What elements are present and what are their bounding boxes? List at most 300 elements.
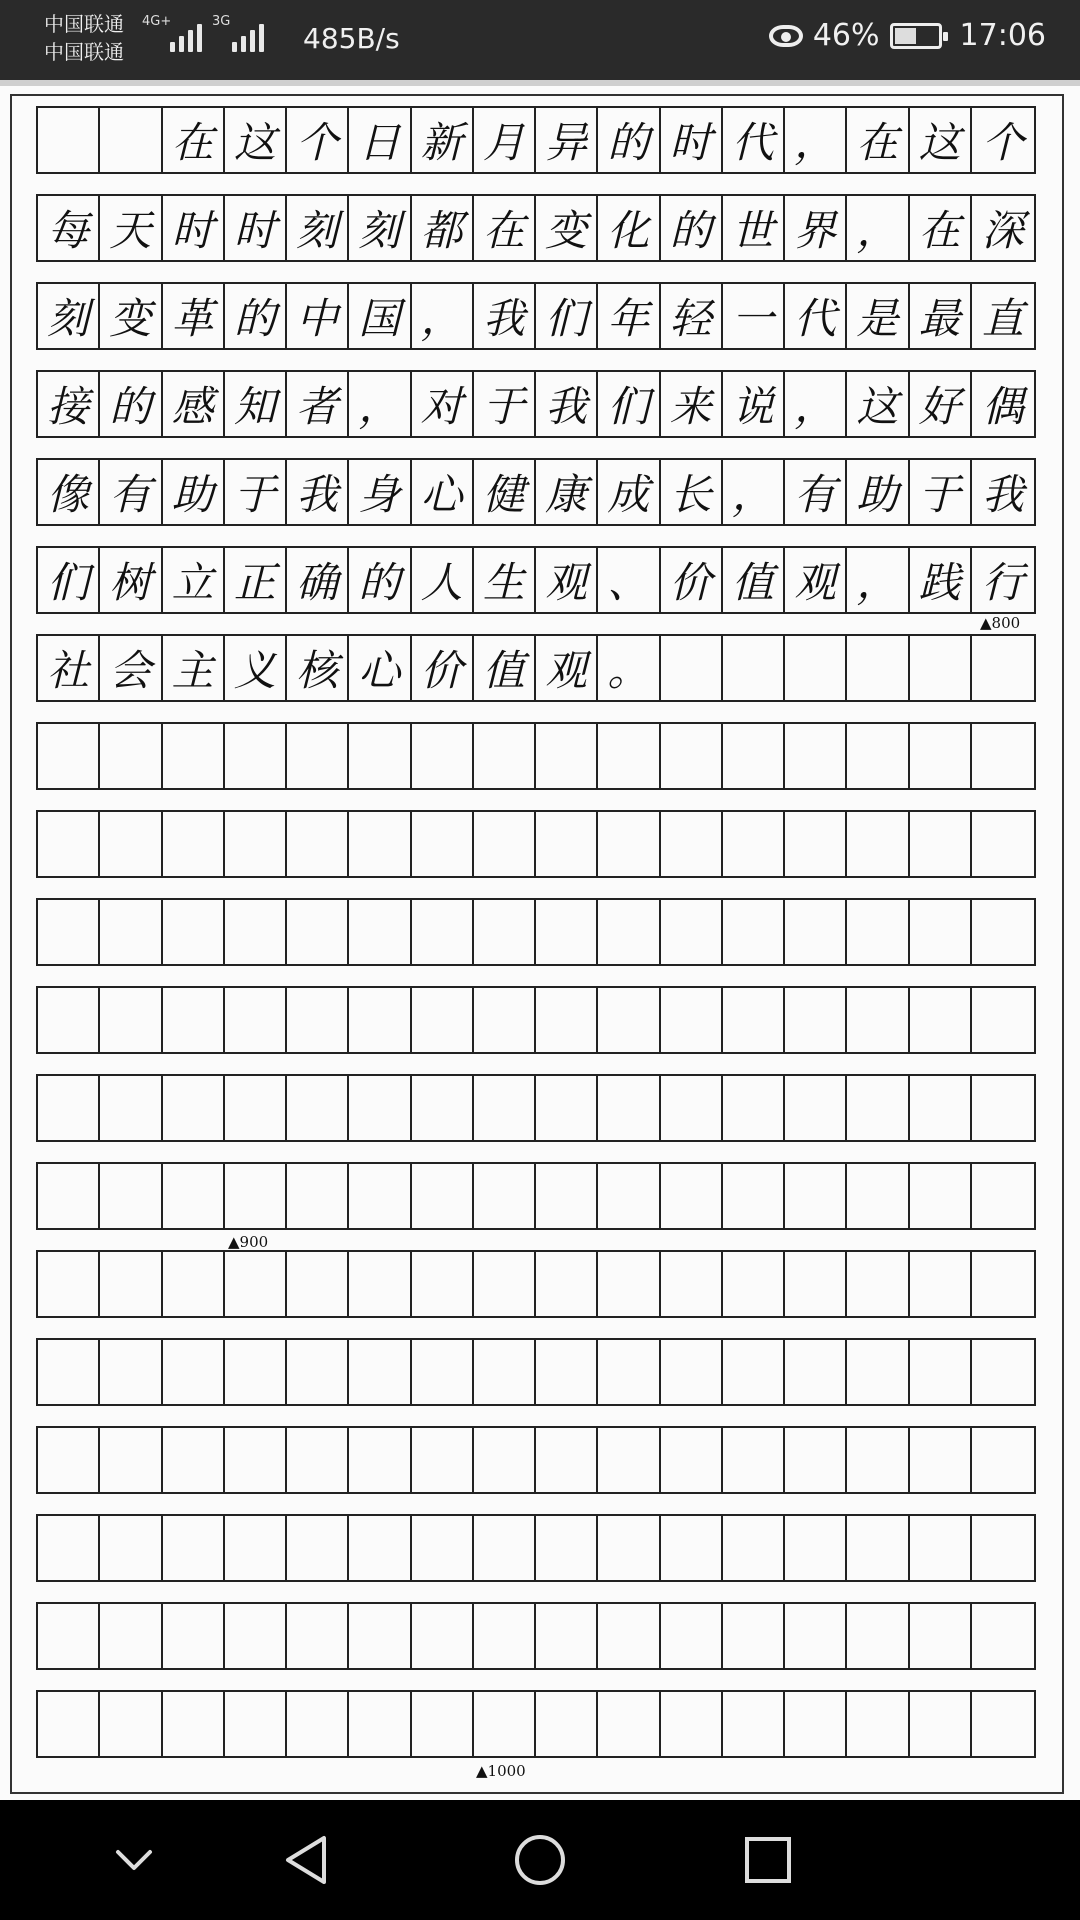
recents-square-icon[interactable] bbox=[738, 1830, 798, 1890]
grid-cell bbox=[723, 1428, 785, 1492]
grid-cell: 轻 bbox=[661, 284, 723, 348]
grid-cell bbox=[412, 1164, 474, 1228]
grid-cell bbox=[38, 1692, 100, 1756]
grid-cell bbox=[38, 724, 100, 788]
grid-cell: 是 bbox=[847, 284, 909, 348]
home-circle-icon[interactable] bbox=[510, 1830, 570, 1890]
grid-row bbox=[36, 986, 1036, 1054]
grid-cell bbox=[661, 724, 723, 788]
grid-cell bbox=[598, 1516, 660, 1580]
grid-cell bbox=[412, 988, 474, 1052]
grid-cell bbox=[474, 1164, 536, 1228]
grid-cell: 们 bbox=[598, 372, 660, 436]
grid-cell: 践 bbox=[910, 548, 972, 612]
grid-cell bbox=[785, 636, 847, 700]
grid-row bbox=[36, 1514, 1036, 1582]
grid-cell: 立 bbox=[163, 548, 225, 612]
grid-cell bbox=[474, 1252, 536, 1316]
grid-cell bbox=[287, 724, 349, 788]
grid-cell bbox=[847, 1076, 909, 1140]
grid-cell bbox=[536, 724, 598, 788]
grid-cell bbox=[38, 1076, 100, 1140]
grid-cell: 身 bbox=[349, 460, 411, 524]
grid-cell bbox=[723, 1604, 785, 1668]
grid-cell bbox=[910, 1252, 972, 1316]
grid-cell bbox=[972, 1604, 1034, 1668]
grid-cell bbox=[349, 812, 411, 876]
grid-cell bbox=[474, 1516, 536, 1580]
grid-cell: 这 bbox=[847, 372, 909, 436]
grid-row bbox=[36, 282, 1036, 350]
grid-cell: 代 bbox=[785, 284, 847, 348]
grid-cell bbox=[225, 1340, 287, 1404]
grid-cell: 长 bbox=[661, 460, 723, 524]
grid-cell: 深 bbox=[981, 206, 1024, 255]
grid-cell bbox=[661, 1340, 723, 1404]
grid-cell bbox=[225, 1604, 287, 1668]
grid-cell: 主 bbox=[163, 636, 225, 700]
grid-cell bbox=[598, 900, 660, 964]
grid-row bbox=[36, 1426, 1036, 1494]
grid-cell bbox=[847, 988, 909, 1052]
grid-cell bbox=[723, 1340, 785, 1404]
grid-cell bbox=[723, 1516, 785, 1580]
grid-cell: 知 bbox=[225, 372, 287, 436]
grid-cell bbox=[661, 1076, 723, 1140]
essay-sheet[interactable] bbox=[0, 80, 1080, 1806]
grid-cell: 时 bbox=[661, 108, 723, 172]
grid-cell bbox=[100, 988, 162, 1052]
grid-cell bbox=[910, 988, 972, 1052]
grid-cell bbox=[163, 1164, 225, 1228]
grid-cell bbox=[661, 1428, 723, 1492]
grid-cell bbox=[349, 1076, 411, 1140]
status-bar bbox=[0, 0, 1080, 80]
grid-row bbox=[36, 1338, 1036, 1406]
grid-cell: 会 bbox=[100, 636, 162, 700]
grid-cell bbox=[412, 1428, 474, 1492]
grid-cell bbox=[38, 1252, 100, 1316]
carrier-labels bbox=[44, 10, 124, 66]
grid-cell bbox=[100, 900, 162, 964]
grid-cell bbox=[910, 1604, 972, 1668]
grid-cell: 说 bbox=[723, 372, 785, 436]
grid-cell bbox=[349, 1692, 411, 1756]
grid-row bbox=[36, 194, 1036, 262]
grid-cell: 刻 bbox=[287, 196, 349, 260]
network-speed: 485B/s bbox=[303, 22, 400, 55]
grid-cell bbox=[972, 724, 1034, 788]
carrier-1: 中国联通 bbox=[44, 12, 124, 36]
grid-cell bbox=[163, 1516, 225, 1580]
grid-cell bbox=[287, 1428, 349, 1492]
grid-cell bbox=[349, 988, 411, 1052]
grid-cell bbox=[225, 1252, 287, 1316]
grid-cell: 于 bbox=[225, 460, 287, 524]
grid-row bbox=[36, 634, 1036, 702]
grid-cell: 这 bbox=[910, 108, 972, 172]
grid-cell bbox=[225, 1076, 287, 1140]
grid-cell bbox=[972, 636, 1034, 700]
grid-cell bbox=[100, 1692, 162, 1756]
grid-cell bbox=[412, 1516, 474, 1580]
grid-cell: 国 bbox=[349, 284, 411, 348]
grid-cell: 新 bbox=[412, 108, 474, 172]
grid-cell bbox=[785, 812, 847, 876]
grid-cell bbox=[225, 988, 287, 1052]
grid-cell bbox=[163, 1428, 225, 1492]
grid-cell: 于 bbox=[910, 460, 972, 524]
grid-cell bbox=[100, 1428, 162, 1492]
grid-cell bbox=[785, 900, 847, 964]
grid-cell bbox=[474, 988, 536, 1052]
grid-cell bbox=[847, 812, 909, 876]
grid-cell bbox=[163, 900, 225, 964]
grid-cell bbox=[661, 900, 723, 964]
grid-cell bbox=[536, 1516, 598, 1580]
grid-cell: 的 bbox=[225, 284, 287, 348]
grid-cell bbox=[412, 1340, 474, 1404]
back-triangle-icon[interactable] bbox=[278, 1830, 338, 1890]
grid-cell bbox=[847, 1428, 909, 1492]
grid-cell: 于 bbox=[474, 372, 536, 436]
grid-cell bbox=[163, 724, 225, 788]
network-type-1: 4G+ bbox=[142, 14, 172, 29]
grid-cell bbox=[287, 1692, 349, 1756]
grid-cell bbox=[598, 1164, 660, 1228]
grid-cell bbox=[598, 724, 660, 788]
grid-cell bbox=[163, 812, 225, 876]
grid-row bbox=[36, 458, 1036, 526]
grid-cell: ， bbox=[847, 196, 909, 260]
grid-cell bbox=[287, 900, 349, 964]
grid-cell bbox=[536, 1076, 598, 1140]
grid-cell bbox=[225, 1516, 287, 1580]
grid-cell: 个 bbox=[981, 118, 1024, 167]
battery-icon bbox=[890, 23, 942, 49]
grid-cell bbox=[785, 1252, 847, 1316]
grid-cell: 直 bbox=[981, 294, 1024, 343]
grid-cell bbox=[100, 1516, 162, 1580]
grid-cell bbox=[972, 1516, 1034, 1580]
grid-cell bbox=[661, 1516, 723, 1580]
grid-cell bbox=[661, 636, 723, 700]
grid-cell: 价 bbox=[661, 548, 723, 612]
grid-cell bbox=[661, 1164, 723, 1228]
grid-cell bbox=[100, 1164, 162, 1228]
grid-cell bbox=[287, 1340, 349, 1404]
grid-cell: 健 bbox=[474, 460, 536, 524]
grid-cell: 的 bbox=[100, 372, 162, 436]
word-count-marker-800: ▲800 bbox=[980, 614, 1021, 632]
grid-cell bbox=[225, 1428, 287, 1492]
grid-cell: 助 bbox=[847, 460, 909, 524]
grid-cell bbox=[38, 988, 100, 1052]
grid-cell: 值 bbox=[723, 548, 785, 612]
right-status bbox=[769, 18, 1046, 53]
grid-cell bbox=[910, 1692, 972, 1756]
grid-cell bbox=[972, 1340, 1034, 1404]
grid-cell: ， bbox=[785, 108, 847, 172]
grid-cell bbox=[723, 1164, 785, 1228]
grid-cell bbox=[661, 1604, 723, 1668]
grid-cell bbox=[474, 900, 536, 964]
grid-cell bbox=[349, 724, 411, 788]
grid-cell bbox=[287, 1516, 349, 1580]
grid-cell bbox=[785, 1428, 847, 1492]
grid-cell bbox=[536, 988, 598, 1052]
grid-cell bbox=[412, 900, 474, 964]
grid-cell: 助 bbox=[163, 460, 225, 524]
word-count-marker-1000: ▲1000 bbox=[476, 1762, 526, 1780]
grid-cell bbox=[910, 1164, 972, 1228]
grid-cell bbox=[100, 724, 162, 788]
grid-cell bbox=[785, 724, 847, 788]
grid-cell bbox=[536, 812, 598, 876]
grid-cell bbox=[598, 988, 660, 1052]
grid-row bbox=[36, 1162, 1036, 1230]
grid-cell bbox=[661, 988, 723, 1052]
grid-cell bbox=[163, 1076, 225, 1140]
grid-cell bbox=[100, 1340, 162, 1404]
grid-cell: 在 bbox=[847, 108, 909, 172]
grid-cell: 最 bbox=[910, 284, 972, 348]
grid-cell: 康 bbox=[536, 460, 598, 524]
grid-cell bbox=[349, 1340, 411, 1404]
grid-row bbox=[36, 898, 1036, 966]
grid-cell bbox=[412, 812, 474, 876]
grid-cell bbox=[38, 1516, 100, 1580]
grid-cell bbox=[847, 1340, 909, 1404]
grid-cell: 界 bbox=[785, 196, 847, 260]
grid-cell: 心 bbox=[412, 460, 474, 524]
grid-cell bbox=[785, 1516, 847, 1580]
grid-cell bbox=[723, 1692, 785, 1756]
grid-cell bbox=[100, 812, 162, 876]
grid-cell: 成 bbox=[598, 460, 660, 524]
signal-icon bbox=[170, 18, 202, 52]
grid-cell: 一 bbox=[723, 284, 785, 348]
grid-row bbox=[36, 810, 1036, 878]
grid-cell bbox=[38, 1604, 100, 1668]
grid-cell bbox=[536, 1252, 598, 1316]
grid-cell bbox=[287, 1604, 349, 1668]
grid-cell: 这 bbox=[225, 108, 287, 172]
grid-cell bbox=[287, 1076, 349, 1140]
grid-cell: 有 bbox=[785, 460, 847, 524]
chevron-down-icon[interactable] bbox=[104, 1830, 164, 1890]
grid-cell: 在 bbox=[163, 108, 225, 172]
grid-cell bbox=[910, 900, 972, 964]
grid-cell: 感 bbox=[163, 372, 225, 436]
grid-cell: 在 bbox=[474, 196, 536, 260]
grid-cell bbox=[536, 1604, 598, 1668]
grid-cell bbox=[972, 1428, 1034, 1492]
grid-cell bbox=[723, 1252, 785, 1316]
grid-cell bbox=[847, 1164, 909, 1228]
grid-cell bbox=[847, 636, 909, 700]
grid-cell bbox=[287, 1164, 349, 1228]
grid-cell bbox=[412, 1076, 474, 1140]
grid-cell: 日 bbox=[349, 108, 411, 172]
grid-cell: 们 bbox=[536, 284, 598, 348]
grid-cell bbox=[536, 1428, 598, 1492]
grid-cell bbox=[474, 1604, 536, 1668]
grid-row bbox=[36, 1250, 1036, 1318]
grid-cell: 我 bbox=[474, 284, 536, 348]
grid-cell: 来 bbox=[661, 372, 723, 436]
grid-cell: ， bbox=[785, 372, 847, 436]
grid-cell: 正 bbox=[225, 548, 287, 612]
grid-cell bbox=[598, 1076, 660, 1140]
grid-cell: 价 bbox=[412, 636, 474, 700]
grid-cell bbox=[474, 724, 536, 788]
grid-cell: 世 bbox=[723, 196, 785, 260]
battery-percent: 46% bbox=[812, 18, 880, 53]
grid-cell: 值 bbox=[474, 636, 536, 700]
grid-cell bbox=[785, 1164, 847, 1228]
word-count-marker-900: ▲900 bbox=[228, 1233, 269, 1251]
grid-cell: 都 bbox=[412, 196, 474, 260]
grid-cell: 变 bbox=[536, 196, 598, 260]
grid-cell bbox=[349, 900, 411, 964]
grid-cell bbox=[847, 1692, 909, 1756]
grid-cell bbox=[598, 1692, 660, 1756]
grid-row bbox=[36, 1690, 1036, 1758]
grid-cell: 心 bbox=[349, 636, 411, 700]
signal-icon bbox=[232, 18, 264, 52]
grid-cell bbox=[785, 988, 847, 1052]
grid-cell bbox=[38, 1340, 100, 1404]
grid-cell: 中 bbox=[287, 284, 349, 348]
grid-cell bbox=[723, 812, 785, 876]
grid-cell: 年 bbox=[598, 284, 660, 348]
grid-cell bbox=[163, 1692, 225, 1756]
grid-cell: 确 bbox=[287, 548, 349, 612]
grid-cell: 的 bbox=[349, 548, 411, 612]
grid-cell bbox=[349, 1164, 411, 1228]
grid-cell: 行 bbox=[981, 558, 1024, 607]
grid-cell: 人 bbox=[412, 548, 474, 612]
grid-cell: 好 bbox=[910, 372, 972, 436]
grid-cell bbox=[785, 1604, 847, 1668]
grid-cell: 义 bbox=[225, 636, 287, 700]
grid-cell bbox=[910, 812, 972, 876]
grid-cell: 有 bbox=[100, 460, 162, 524]
grid-cell bbox=[661, 812, 723, 876]
grid-cell bbox=[723, 1076, 785, 1140]
grid-cell bbox=[287, 812, 349, 876]
grid-cell: 我 bbox=[287, 460, 349, 524]
grid-cell bbox=[910, 636, 972, 700]
grid-cell bbox=[474, 1428, 536, 1492]
grid-row bbox=[36, 106, 1036, 174]
grid-cell: 代 bbox=[723, 108, 785, 172]
grid-cell bbox=[100, 1252, 162, 1316]
grid-cell bbox=[474, 1076, 536, 1140]
grid-cell: 革 bbox=[163, 284, 225, 348]
grid-cell: 我 bbox=[536, 372, 598, 436]
grid-cell bbox=[723, 724, 785, 788]
grid-cell bbox=[287, 1252, 349, 1316]
grid-cell: 的 bbox=[598, 108, 660, 172]
grid-cell bbox=[785, 1340, 847, 1404]
grid-cell bbox=[847, 1252, 909, 1316]
grid-cell bbox=[536, 1340, 598, 1404]
grid-cell bbox=[723, 988, 785, 1052]
grid-cell: 天 bbox=[100, 196, 162, 260]
grid-cell bbox=[38, 1164, 100, 1228]
grid-cell: ， bbox=[412, 284, 474, 348]
grid-cell bbox=[38, 900, 100, 964]
grid-row bbox=[36, 546, 1036, 614]
grid-cell: 、 bbox=[598, 548, 660, 612]
grid-cell bbox=[785, 1692, 847, 1756]
grid-cell bbox=[723, 636, 785, 700]
grid-cell: ， bbox=[723, 460, 785, 524]
clock: 17:06 bbox=[959, 18, 1046, 53]
grid-cell: 生 bbox=[474, 548, 536, 612]
grid-cell: 偶 bbox=[981, 382, 1024, 431]
grid-cell bbox=[598, 1428, 660, 1492]
grid-cell bbox=[287, 988, 349, 1052]
grid-cell bbox=[723, 900, 785, 964]
grid-cell bbox=[225, 812, 287, 876]
grid-cell bbox=[225, 724, 287, 788]
grid-cell: 化 bbox=[598, 196, 660, 260]
grid-cell: 变 bbox=[100, 284, 162, 348]
grid-cell: 异 bbox=[536, 108, 598, 172]
network-type-2: 3G bbox=[212, 14, 231, 29]
grid-cell: 时 bbox=[163, 196, 225, 260]
grid-cell bbox=[349, 1428, 411, 1492]
grid-cell bbox=[910, 1076, 972, 1140]
grid-cell bbox=[847, 1604, 909, 1668]
eye-icon bbox=[769, 25, 803, 47]
grid-cell: 者 bbox=[287, 372, 349, 436]
grid-cell bbox=[972, 988, 1034, 1052]
grid-cell: 时 bbox=[225, 196, 287, 260]
grid-cell: 接 bbox=[38, 372, 100, 436]
grid-row bbox=[36, 722, 1036, 790]
grid-cell: 在 bbox=[910, 196, 972, 260]
grid-cell bbox=[598, 1604, 660, 1668]
grid-cell bbox=[474, 1692, 536, 1756]
grid-cell bbox=[163, 988, 225, 1052]
grid-row bbox=[36, 1602, 1036, 1670]
grid-cell bbox=[847, 1516, 909, 1580]
grid-cell: 的 bbox=[661, 196, 723, 260]
grid-cell bbox=[910, 1428, 972, 1492]
grid-row bbox=[36, 370, 1036, 438]
grid-cell: 对 bbox=[412, 372, 474, 436]
grid-cell: ， bbox=[847, 548, 909, 612]
grid-cell bbox=[972, 900, 1034, 964]
grid-cell bbox=[225, 1164, 287, 1228]
grid-cell bbox=[100, 108, 162, 172]
grid-cell: 月 bbox=[474, 108, 536, 172]
grid-cell: 们 bbox=[38, 548, 100, 612]
grid-cell bbox=[349, 1252, 411, 1316]
grid-cell bbox=[910, 724, 972, 788]
grid-cell bbox=[225, 1692, 287, 1756]
grid-cell bbox=[598, 1252, 660, 1316]
grid-cell bbox=[38, 1428, 100, 1492]
grid-cell bbox=[163, 1252, 225, 1316]
grid-cell bbox=[847, 900, 909, 964]
grid-cell bbox=[100, 1076, 162, 1140]
grid-cell: 像 bbox=[38, 460, 100, 524]
